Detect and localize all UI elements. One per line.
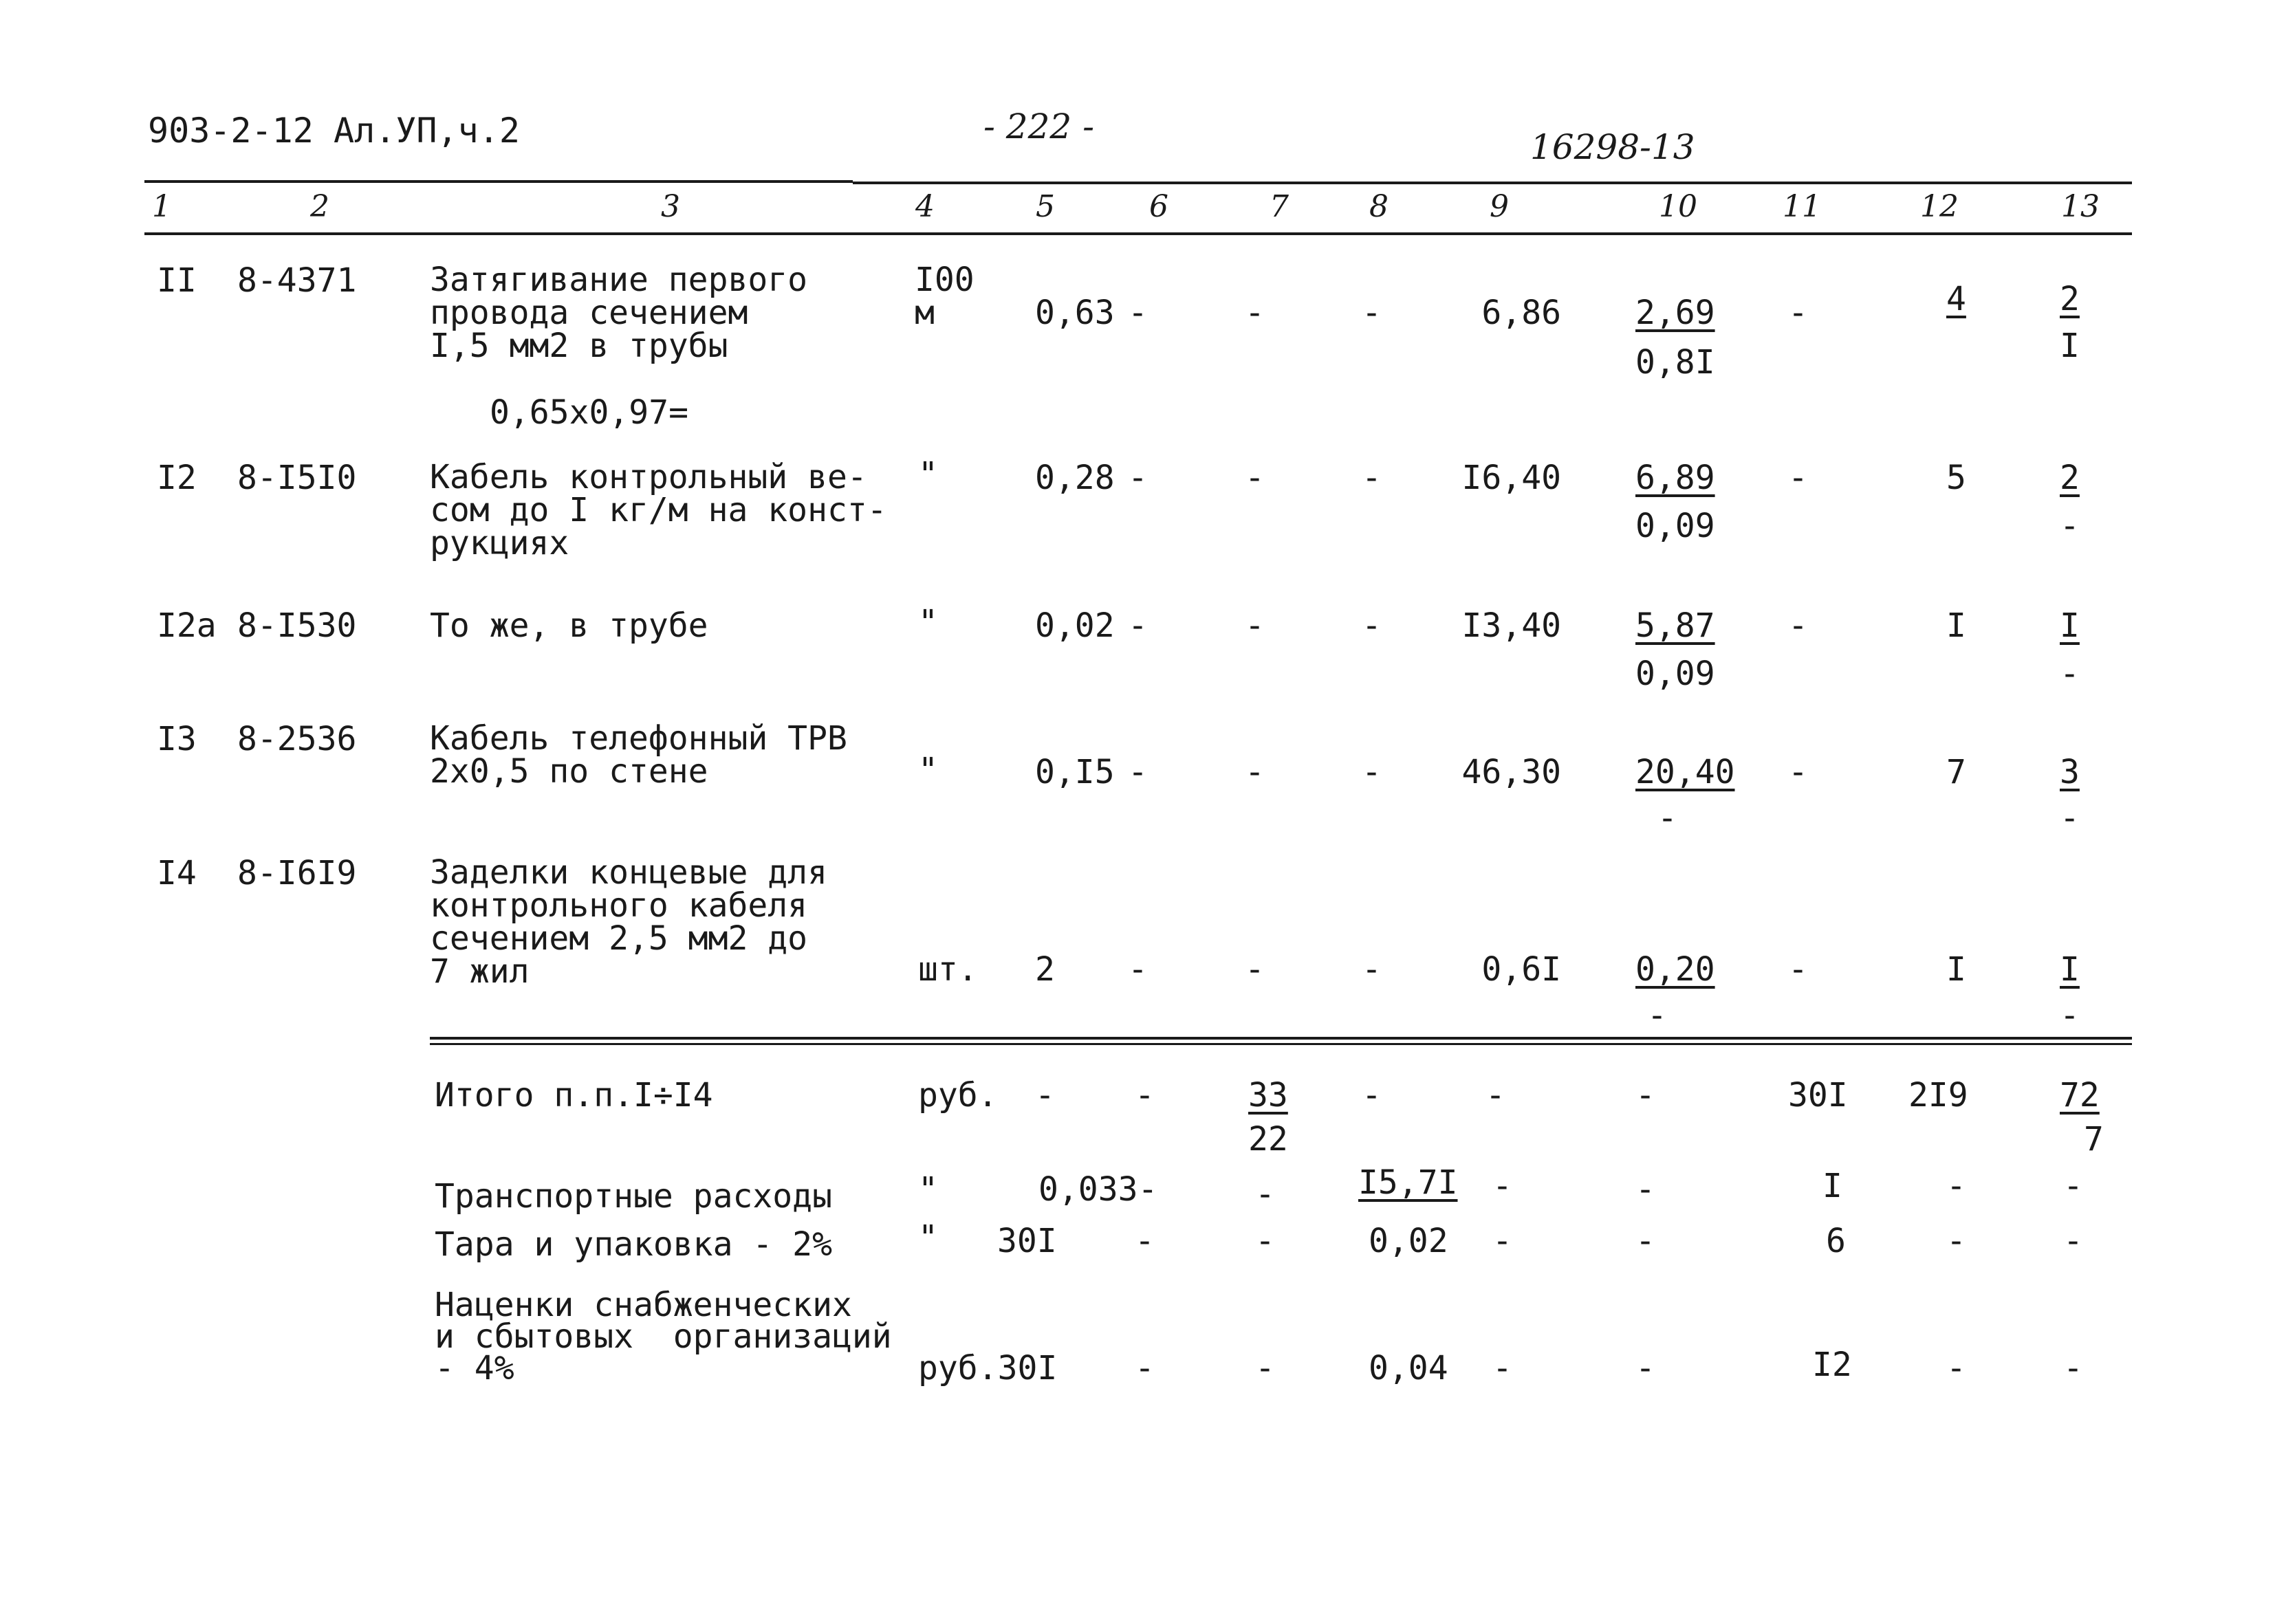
- row-c6: -: [1128, 606, 1148, 645]
- packaging-c9: -: [1492, 1222, 1512, 1260]
- inventory-number: 16298-13: [1530, 127, 1695, 167]
- row-c12: 7: [1946, 753, 1966, 791]
- totals-c6: -: [1135, 1076, 1155, 1115]
- packaging-label: Тара и упаковка - 2%: [435, 1225, 832, 1264]
- transport-c7: -: [1255, 1175, 1275, 1214]
- markup-c12: -: [1946, 1349, 1966, 1387]
- row-c13-bottom: -: [2060, 655, 2080, 693]
- row-c13-bottom: -: [2060, 996, 2080, 1035]
- row-c7: -: [1245, 950, 1265, 989]
- totals-c12: 2I9: [1908, 1076, 1968, 1115]
- row-description: Кабель телефонный ТРВ 2х0,5 по стене: [430, 719, 847, 791]
- markup-c6: -: [1135, 1349, 1155, 1387]
- row-c10-bottom: 0,09: [1635, 655, 1715, 693]
- row-c13-bottom: -: [2060, 507, 2080, 545]
- row-c10-top: 6,89: [1635, 459, 1715, 497]
- row-code: 8-I530: [237, 606, 357, 645]
- row-formula: 0,65х0,97=: [490, 393, 688, 432]
- row-c7: -: [1245, 459, 1265, 497]
- totals-c8: -: [1362, 1076, 1382, 1115]
- totals-c7-top: 33: [1248, 1076, 1288, 1115]
- row-c10-top: 2,69: [1635, 294, 1715, 332]
- packaging-c8: 0,02: [1369, 1222, 1448, 1260]
- totals-c13-bottom: 7: [2084, 1120, 2104, 1159]
- row-c11: -: [1788, 294, 1808, 332]
- row-c12: 5: [1946, 459, 1966, 497]
- row-unit: I00 м: [915, 261, 975, 332]
- row-code: 8-2536: [237, 720, 357, 758]
- row-description: То же, в трубе: [430, 606, 708, 645]
- row-c10-top: 5,87: [1635, 606, 1715, 645]
- transport-c8: I5,7I: [1358, 1163, 1458, 1202]
- row-c11: -: [1788, 606, 1808, 645]
- row-unit: ": [918, 455, 938, 494]
- col-header: 9: [1490, 189, 1509, 224]
- row-c11: -: [1788, 753, 1808, 791]
- row-code: 8-I5I0: [237, 459, 357, 497]
- row-c13-top: I: [2060, 606, 2080, 645]
- markup-c13: -: [2063, 1349, 2083, 1387]
- col-header: 13: [2061, 189, 2100, 224]
- col-header: 11: [1783, 189, 1821, 224]
- album-ref: Ал.УП,ч.2: [334, 111, 520, 151]
- row-c9: 46,30: [1461, 753, 1561, 791]
- row-c12: 4: [1946, 280, 1966, 318]
- markup-c11: I2: [1812, 1346, 1852, 1384]
- row-qty: 0,02: [1035, 606, 1115, 645]
- col-header: 8: [1369, 189, 1389, 224]
- transport-unit: ": [918, 1170, 938, 1209]
- row-description: Кабель контрольный ве- сом до I кг/м на конст- рукциях: [430, 458, 887, 562]
- row-number: I4: [157, 854, 197, 892]
- row-c13-top: 2: [2060, 280, 2080, 318]
- markup-c10: -: [1635, 1349, 1655, 1387]
- totals-c13-top: 72: [2060, 1076, 2100, 1115]
- header-rule-left: [144, 180, 853, 183]
- col-header: 1: [152, 189, 171, 224]
- row-unit: шт.: [918, 950, 978, 989]
- doc-code: 903-2-12: [148, 111, 314, 151]
- row-c6: -: [1128, 459, 1148, 497]
- header-rule-right: [853, 182, 2132, 184]
- row-c7: -: [1245, 606, 1265, 645]
- totals-c11: 30I: [1788, 1076, 1848, 1115]
- row-c7: -: [1245, 753, 1265, 791]
- markup-label: Наценки снабженческих и сбытовых организаций - 4%: [435, 1286, 892, 1387]
- row-number: I2: [157, 459, 197, 497]
- row-c7: -: [1245, 294, 1265, 332]
- transport-c9: -: [1492, 1167, 1512, 1205]
- totals-c10: -: [1635, 1076, 1655, 1115]
- packaging-unit: ": [918, 1218, 938, 1257]
- row-description: Затягивание первого провода сечением I,5 мм2 в трубы: [430, 261, 808, 365]
- row-unit: ": [918, 751, 938, 789]
- row-number: I2а: [157, 606, 217, 645]
- row-qty: 0,63: [1035, 294, 1115, 332]
- row-c8: -: [1362, 606, 1382, 645]
- col-header: 2: [310, 189, 329, 224]
- row-c9: 0,6I: [1481, 950, 1561, 989]
- packaging-c7: -: [1255, 1222, 1275, 1260]
- row-code: 8-I6I9: [237, 854, 357, 892]
- page-number: - 222 -: [983, 107, 1095, 146]
- totals-label: Итого п.п.I÷I4: [435, 1076, 713, 1115]
- totals-c7-bottom: 22: [1248, 1120, 1288, 1159]
- totals-unit: руб.: [918, 1076, 998, 1115]
- row-c6: -: [1128, 753, 1148, 791]
- row-c13-bottom: I: [2060, 327, 2080, 365]
- row-unit: ": [918, 603, 938, 641]
- transport-c5: 0,033-: [1038, 1170, 1158, 1209]
- row-number: I3: [157, 720, 197, 758]
- row-c6: -: [1128, 950, 1148, 989]
- row-c10-top: 0,20: [1635, 950, 1715, 989]
- col-header: 6: [1149, 189, 1168, 224]
- row-c8: -: [1362, 950, 1382, 989]
- row-qty: 2: [1035, 950, 1055, 989]
- col-header: 10: [1659, 189, 1697, 224]
- packaging-c12: -: [1946, 1222, 1966, 1260]
- row-c11: -: [1788, 950, 1808, 989]
- column-header-rule: [144, 232, 2132, 235]
- row-qty: 0,I5: [1035, 753, 1115, 791]
- markup-unit: руб.30I: [918, 1349, 1058, 1387]
- totals-c5: -: [1035, 1076, 1055, 1115]
- packaging-c13: -: [2063, 1222, 2083, 1260]
- row-c10-bottom: 0,09: [1635, 507, 1715, 545]
- row-c9: I6,40: [1461, 459, 1561, 497]
- row-c8: -: [1362, 459, 1382, 497]
- row-c11: -: [1788, 459, 1808, 497]
- markup-c9: -: [1492, 1349, 1512, 1387]
- row-number: II: [157, 261, 197, 300]
- row-c13-top: 2: [2060, 459, 2080, 497]
- packaging-c10: -: [1635, 1222, 1655, 1260]
- transport-c10: -: [1635, 1170, 1655, 1209]
- transport-label: Транспортные расходы: [435, 1177, 832, 1216]
- col-header: 3: [661, 189, 680, 224]
- packaging-c6: -: [1135, 1222, 1155, 1260]
- col-header: 5: [1036, 189, 1055, 224]
- transport-c13: -: [2063, 1167, 2083, 1205]
- packaging-c5: 30I: [997, 1222, 1057, 1260]
- row-c10-bottom: 0,8I: [1635, 343, 1715, 382]
- row-c13-top: 3: [2060, 753, 2080, 791]
- transport-c12: -: [1946, 1167, 1966, 1205]
- totals-rule: [430, 1037, 2132, 1040]
- packaging-c11: 6: [1826, 1222, 1846, 1260]
- col-header: 7: [1270, 189, 1289, 224]
- row-c12: I: [1946, 950, 1966, 989]
- col-header: 12: [1920, 189, 1959, 224]
- totals-rule-second: [430, 1043, 2132, 1045]
- markup-c8: 0,04: [1369, 1349, 1448, 1387]
- row-c10-bottom: -: [1647, 996, 1667, 1035]
- row-c9: I3,40: [1461, 606, 1561, 645]
- row-description: Заделки концевые для контрольного кабеля сечением 2,5 мм2 до 7 жил: [430, 853, 827, 991]
- transport-c11: I: [1822, 1167, 1842, 1205]
- row-code: 8-4371: [237, 261, 357, 300]
- row-c9: 6,86: [1481, 294, 1561, 332]
- row-c8: -: [1362, 294, 1382, 332]
- row-c8: -: [1362, 753, 1382, 791]
- totals-c9: -: [1485, 1076, 1505, 1115]
- row-c10-bottom: -: [1657, 799, 1677, 837]
- row-c13-top: I: [2060, 950, 2080, 989]
- col-header: 4: [915, 189, 935, 224]
- row-qty: 0,28: [1035, 459, 1115, 497]
- row-c10-top: 20,40: [1635, 753, 1735, 791]
- row-c13-bottom: -: [2060, 799, 2080, 837]
- row-c12: I: [1946, 606, 1966, 645]
- markup-c7: -: [1255, 1349, 1275, 1387]
- row-c6: -: [1128, 294, 1148, 332]
